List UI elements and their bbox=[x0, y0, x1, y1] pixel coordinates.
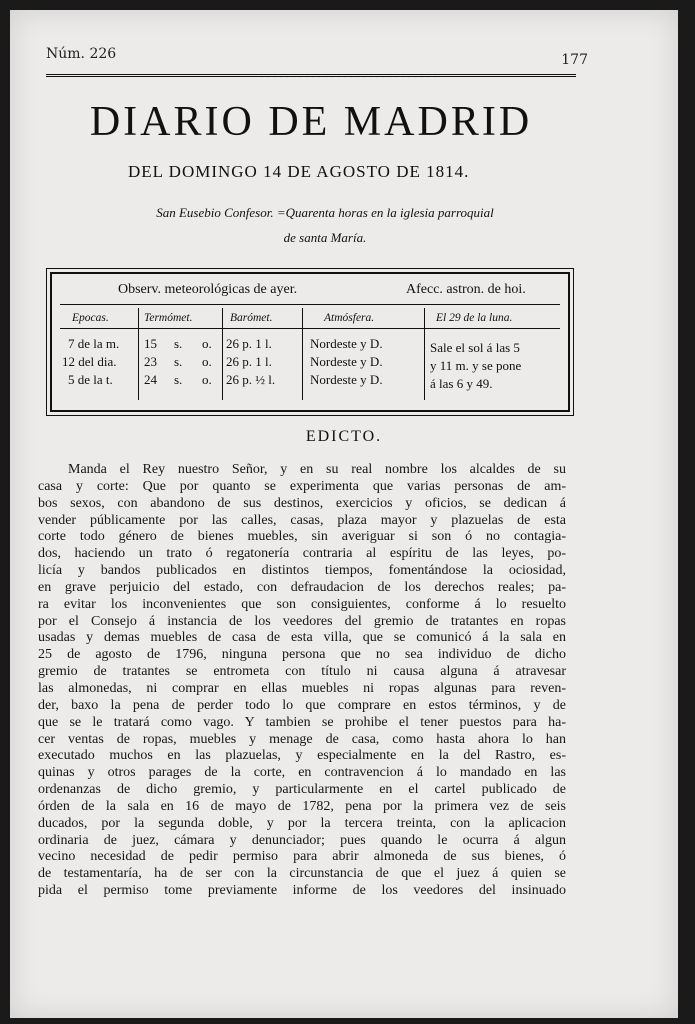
edict-line: bos sexos, con abandono de sus destinos, exercicios y oficios, se dedican á bbox=[38, 495, 566, 511]
row-o: o. bbox=[202, 372, 212, 387]
astro-line: y 11 m. y se pone bbox=[430, 358, 522, 373]
weather-table bbox=[50, 272, 570, 412]
bleed-through: · · · · · · · · · · · · · · · · · · · · · · · · · · · · bbox=[260, 72, 437, 84]
edict-line: corte todo género de bienes muebles, sin averiguar si son ó no contagia- bbox=[38, 529, 566, 545]
edict-line: 25 de agosto de 1796, ninguna persona que no sea individuo de dicho bbox=[38, 647, 566, 663]
col-luna: El 29 de la luna. bbox=[436, 312, 513, 324]
edict-body bbox=[38, 462, 566, 900]
col-divider bbox=[138, 308, 139, 400]
edict-line: pida el permiso tome previamente informe de los veedores del insinuado bbox=[38, 883, 566, 899]
row-o: o. bbox=[202, 336, 212, 351]
table-rule bbox=[60, 304, 560, 305]
col-baromet: Barómet. bbox=[230, 312, 273, 324]
edict-heading: EDICTO. bbox=[305, 428, 383, 445]
edict-line: por el Consejo á instancia de los veedores del gremio de tratantes en ropas bbox=[38, 613, 566, 629]
masthead-title: DIARIO DE MADRID bbox=[89, 99, 533, 145]
edict-line: der, baxo la pena de perder todo lo que comprare en estos términos, y de bbox=[38, 697, 566, 713]
col-divider bbox=[302, 308, 303, 400]
row-termo: 23 bbox=[144, 354, 157, 369]
edict-line: casa y corte: Que por quanto se experimenta que varias personas de am- bbox=[38, 478, 566, 494]
saint-line-2: de santa María. bbox=[283, 230, 367, 245]
edict-line: Manda el Rey nuestro Señor, y en su real nombre los alcaldes de su bbox=[68, 462, 566, 477]
column-header-rule bbox=[60, 328, 560, 329]
row-s: s. bbox=[174, 336, 183, 351]
newspaper-page bbox=[10, 10, 678, 1018]
row-epoca: 5 de la t. bbox=[68, 372, 113, 387]
edict-line: órden de la sala en 16 de mayo de 1782, pena por la primera vez de seis bbox=[38, 798, 566, 814]
row-s: s. bbox=[174, 372, 183, 387]
edict-line: ra evitar los inconvenientes que son consiguientes, conforme á lo resuelto bbox=[38, 596, 566, 612]
row-baro: 26 p. ½ l. bbox=[226, 372, 276, 387]
row-baro: 26 p. 1 l. bbox=[226, 336, 272, 351]
date-line: DEL DOMINGO 14 DE AGOSTO DE 1814. bbox=[128, 162, 470, 181]
edict-line: licía y bandos publicados en distintos tiempos, fomentándose la ociosidad, bbox=[38, 563, 566, 579]
edict-line: quinas y otros parages de la corte, en contravencion á lo mandado en las bbox=[38, 765, 566, 781]
row-termo: 24 bbox=[144, 372, 157, 387]
row-baro: 26 p. 1 l. bbox=[226, 354, 272, 369]
row-termo: 15 bbox=[144, 336, 157, 351]
edict-line: vender públicamente por las calles, casas, plaza mayor y plazuelas de esta bbox=[38, 512, 566, 528]
edict-line: que se le tratará como vago. Y tambien se prohibe el tener puestos para ha- bbox=[38, 714, 566, 730]
row-atmos: Nordeste y D. bbox=[310, 336, 383, 351]
edict-line: cer ventas de ropas, muebles y menage de casa, como hasta ahora lo han bbox=[38, 731, 566, 747]
issue-number: Núm. 226 bbox=[46, 46, 117, 62]
edict-line: ducados, por la segunda doble, y por la tercera treinta, con la aplicacion bbox=[38, 815, 566, 831]
row-epoca: 12 del dia. bbox=[62, 354, 117, 369]
col-divider bbox=[222, 308, 223, 400]
saint-line-1: San Eusebio Confesor. =Quarenta horas en la iglesia parroquial bbox=[156, 205, 494, 220]
edict-line: gremio de tratantes se entrometa con título ni causa alguna á atravesar bbox=[38, 664, 566, 680]
edict-line: dos, haciendo un trato ó regatonería contraria al espíritu de las leyes, po- bbox=[38, 546, 566, 562]
edict-line: vecino necesidad de pedir permiso para abrir almoneda de sus bienes, ó bbox=[38, 849, 566, 865]
astro-line: Sale el sol á las 5 bbox=[430, 340, 520, 355]
edict-line: ordenanzas de dicho gremio, y particularmente en el cartel publicado de bbox=[38, 782, 566, 798]
row-atmos: Nordeste y D. bbox=[310, 354, 383, 369]
page-number: 177 bbox=[561, 52, 588, 68]
col-atmosfera: Atmósfera. bbox=[324, 312, 375, 324]
astro-line: á las 6 y 49. bbox=[430, 376, 493, 391]
edict-line: ordinaria de juez, cámara y denunciador; pues quando le ocurra á algun bbox=[38, 832, 566, 848]
row-epoca: 7 de la m. bbox=[68, 336, 120, 351]
saint-of-day bbox=[90, 200, 560, 250]
edict-line: executado muchos en las plazuelas, y especialmente en la del Rastro, es- bbox=[38, 748, 566, 764]
astro-heading: Afecc. astron. de hoi. bbox=[406, 282, 526, 297]
row-s: s. bbox=[174, 354, 183, 369]
header-rule bbox=[46, 74, 576, 77]
edict-line: de testamentaría, ha de ser con la circunstancia de que el juez á quien se bbox=[38, 866, 566, 882]
weather-heading: Observ. meteorológicas de ayer. bbox=[118, 282, 298, 297]
edict-line: las almonedas, ni comprar en ellas muebles ni ropas algunas para reven- bbox=[38, 680, 566, 696]
col-divider bbox=[424, 308, 425, 400]
edict-line: en grave perjuicio del estado, con defraudacion de los derechos reales; pa- bbox=[38, 579, 566, 595]
row-o: o. bbox=[202, 354, 212, 369]
edict-line: usadas y demas muebles de casa de esta villa, que se comunicó á la sala en bbox=[38, 630, 566, 646]
col-termomet: Termómet. bbox=[144, 312, 193, 324]
col-epocas: Epocas. bbox=[72, 312, 109, 324]
row-atmos: Nordeste y D. bbox=[310, 372, 383, 387]
